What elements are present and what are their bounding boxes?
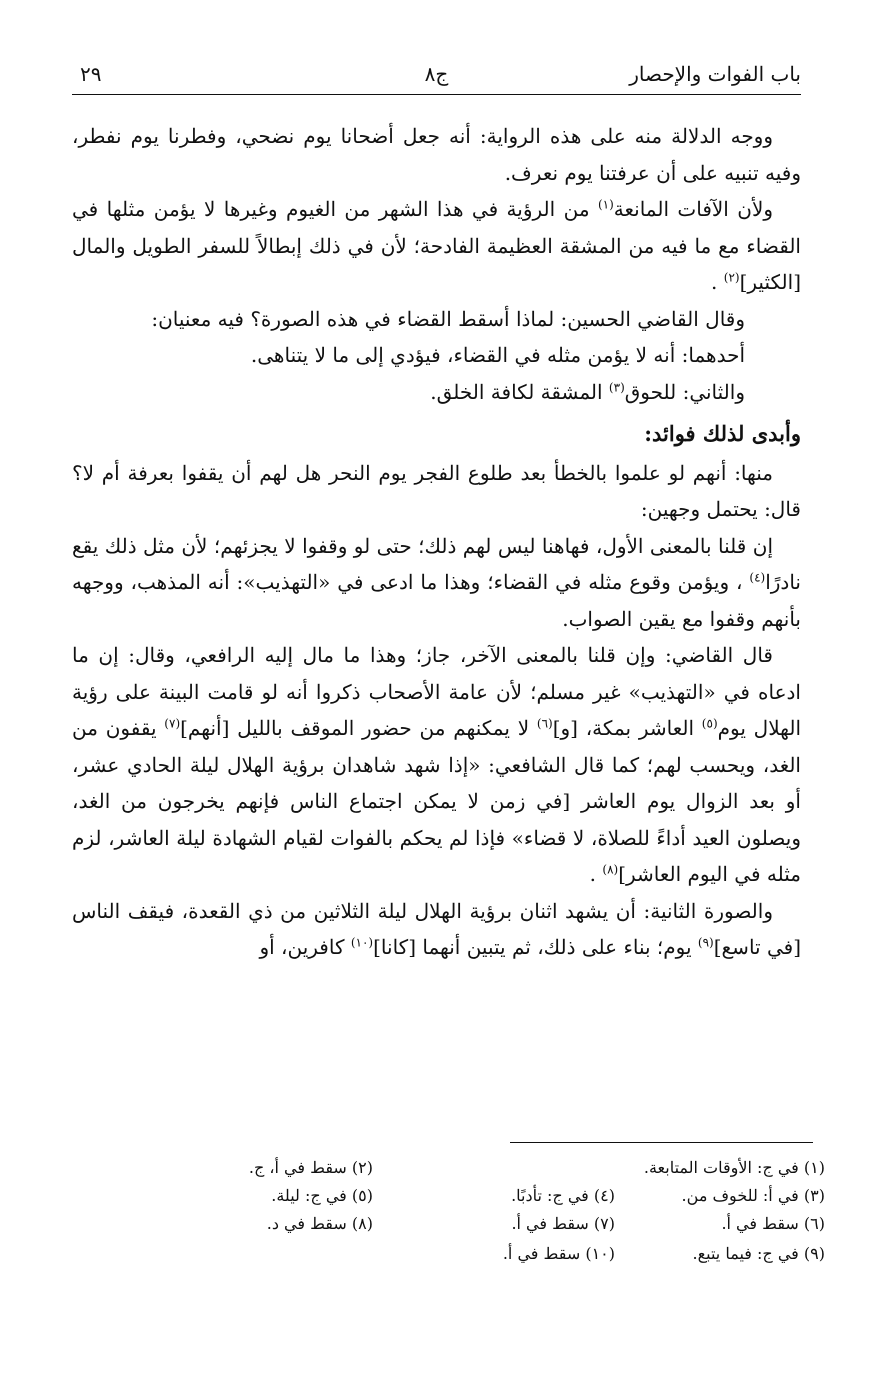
section-heading: وأبدى لذلك فوائد: bbox=[644, 421, 801, 446]
header-rule bbox=[72, 94, 801, 95]
footnote: (٨) سقط في د. bbox=[266, 1214, 373, 1233]
paragraph: منها: أنهم لو علموا بالخطأ بعد طلوع الفجر يوم النحر هل لهم أن يقفوا بعرفة أم لا؟ قال: يحتمل وجهين: bbox=[72, 460, 801, 521]
footnote-ref: (١) bbox=[597, 197, 614, 212]
paragraph: إن قلنا بالمعنى الأول، فهاهنا ليس لهم ذلك؛ حتى لو وقفوا لا يجزئهم؛ لأن مثل ذلك يقع نادرًا$^{(٤)}$ ، ويؤمن وقوع مثله في القضاء؛ وهذا ما ادعى في «التهذيب»: أنه المذهب، ووجهه بأنهم وقفوا مع يقين الصواب. bbox=[72, 533, 801, 631]
footnote: (٧) سقط في أ. bbox=[511, 1214, 615, 1233]
paragraph: وقال القاضي الحسين: لماذا أسقط القضاء في هذه الصورة؟ فيه معنيان: bbox=[151, 306, 745, 331]
paragraph: قال القاضي: وإن قلنا بالمعنى الآخر، جاز؛ وهذا ما مال إليه الرافعي، وقال: إن ما ادعاه في «التهذيب» غير مسلم؛ لأن عامة الأصحاب ذكروا أنه لو قامت البينة على رؤية الهلال يوم$^{(٥)}$ العاشر بمكة، [و]$^{(٦)}$ لا يمكنهم من حضور الموقف بالليل [أنهم]$^{(٧)}$ يقفون من الغد، ويحسب لهم؛ كما قال الشافعي: «إذا شهد شاهدان برؤية الهلال ليلة الحادي عشر، أو بعد الزوال يوم العاشر [في زمن لا يمكن اجتماع الناس فإنهم يخرجون من الغد، ويصلون العيد أداءً للصلاة، لا قضاء» فإذا لم يحكم بالفوات لقيام الشهادة ليلة العاشر، لزم مثله في اليوم العاشر]$^{(٨)}$ . bbox=[72, 643, 802, 886]
paragraph: أحدهما: أنه لا يؤمن مثله في القضاء، فيؤدي إلى ما لا يتناهى. bbox=[250, 343, 745, 367]
footnote-ref: (٤) bbox=[749, 570, 766, 585]
footnote-ref: (٥) bbox=[701, 716, 718, 731]
footnote-ref: (٩) bbox=[697, 935, 714, 950]
footnote: (٩) في ج: فيما يتبع. bbox=[692, 1244, 825, 1263]
footnote-ref: (٣) bbox=[608, 379, 625, 394]
footnote-ref: (١٠) bbox=[350, 935, 374, 950]
volume-label: ج٨ bbox=[424, 62, 449, 86]
main-text bbox=[72, 118, 801, 966]
footnote-rule bbox=[510, 1142, 813, 1143]
page-number: ٢٩ bbox=[80, 62, 102, 86]
footnote: (٤) في ج: تأدبًا. bbox=[511, 1186, 615, 1205]
footnote-ref: (٢) bbox=[723, 270, 740, 285]
paragraph: والصورة الثانية: أن يشهد اثنان برؤية الهلال ليلة الثلاثين من ذي القعدة، فيقف الناس [في تاسع]$^{(٩)}$ يوم؛ بناء على ذلك، ثم يتبين أنهما [كانا]$^{(١٠)}$ كافرين، أو bbox=[72, 898, 801, 959]
footnote: (٢) سقط في أ، ج. bbox=[248, 1158, 373, 1177]
footnote-ref: (٨) bbox=[602, 862, 619, 877]
footnote: (٥) في ج: ليلة. bbox=[271, 1186, 373, 1205]
footnote-ref: (٦) bbox=[536, 716, 553, 731]
footnote-ref: (٧) bbox=[164, 716, 181, 731]
running-header bbox=[72, 62, 801, 96]
paragraph: والثاني: للحوق$^{(٣)}$ المشقة لكافة الخلق. bbox=[430, 379, 745, 404]
footnote: (٣) في أ: للخوف من. bbox=[681, 1186, 825, 1205]
chapter-title: باب الفوات والإحصار bbox=[629, 62, 801, 86]
footnote: (١) في ج: الأوقات المتابعة. bbox=[643, 1158, 825, 1177]
footnote: (٦) سقط في أ. bbox=[721, 1214, 825, 1233]
paragraph: ووجه الدلالة منه على هذه الرواية: أنه جعل أضحانا يوم نضحي، وفطرنا يوم نفطر، وفيه تنبيه على أن عرفتنا يوم نعرف. bbox=[72, 124, 801, 185]
footnote: (١٠) سقط في أ. bbox=[502, 1244, 615, 1263]
paragraph: ولأن الآفات المانعة$^{(١)}$ من الرؤية في هذا الشهر من الغيوم وغيرها لا يؤمن مثلها في القضاء مع ما فيه من المشقة العظيمة الفادحة؛ لأن في ذلك إبطالاً للسفر الطويل والمال [الكثير]$^{(٢)}$ . bbox=[72, 197, 801, 294]
